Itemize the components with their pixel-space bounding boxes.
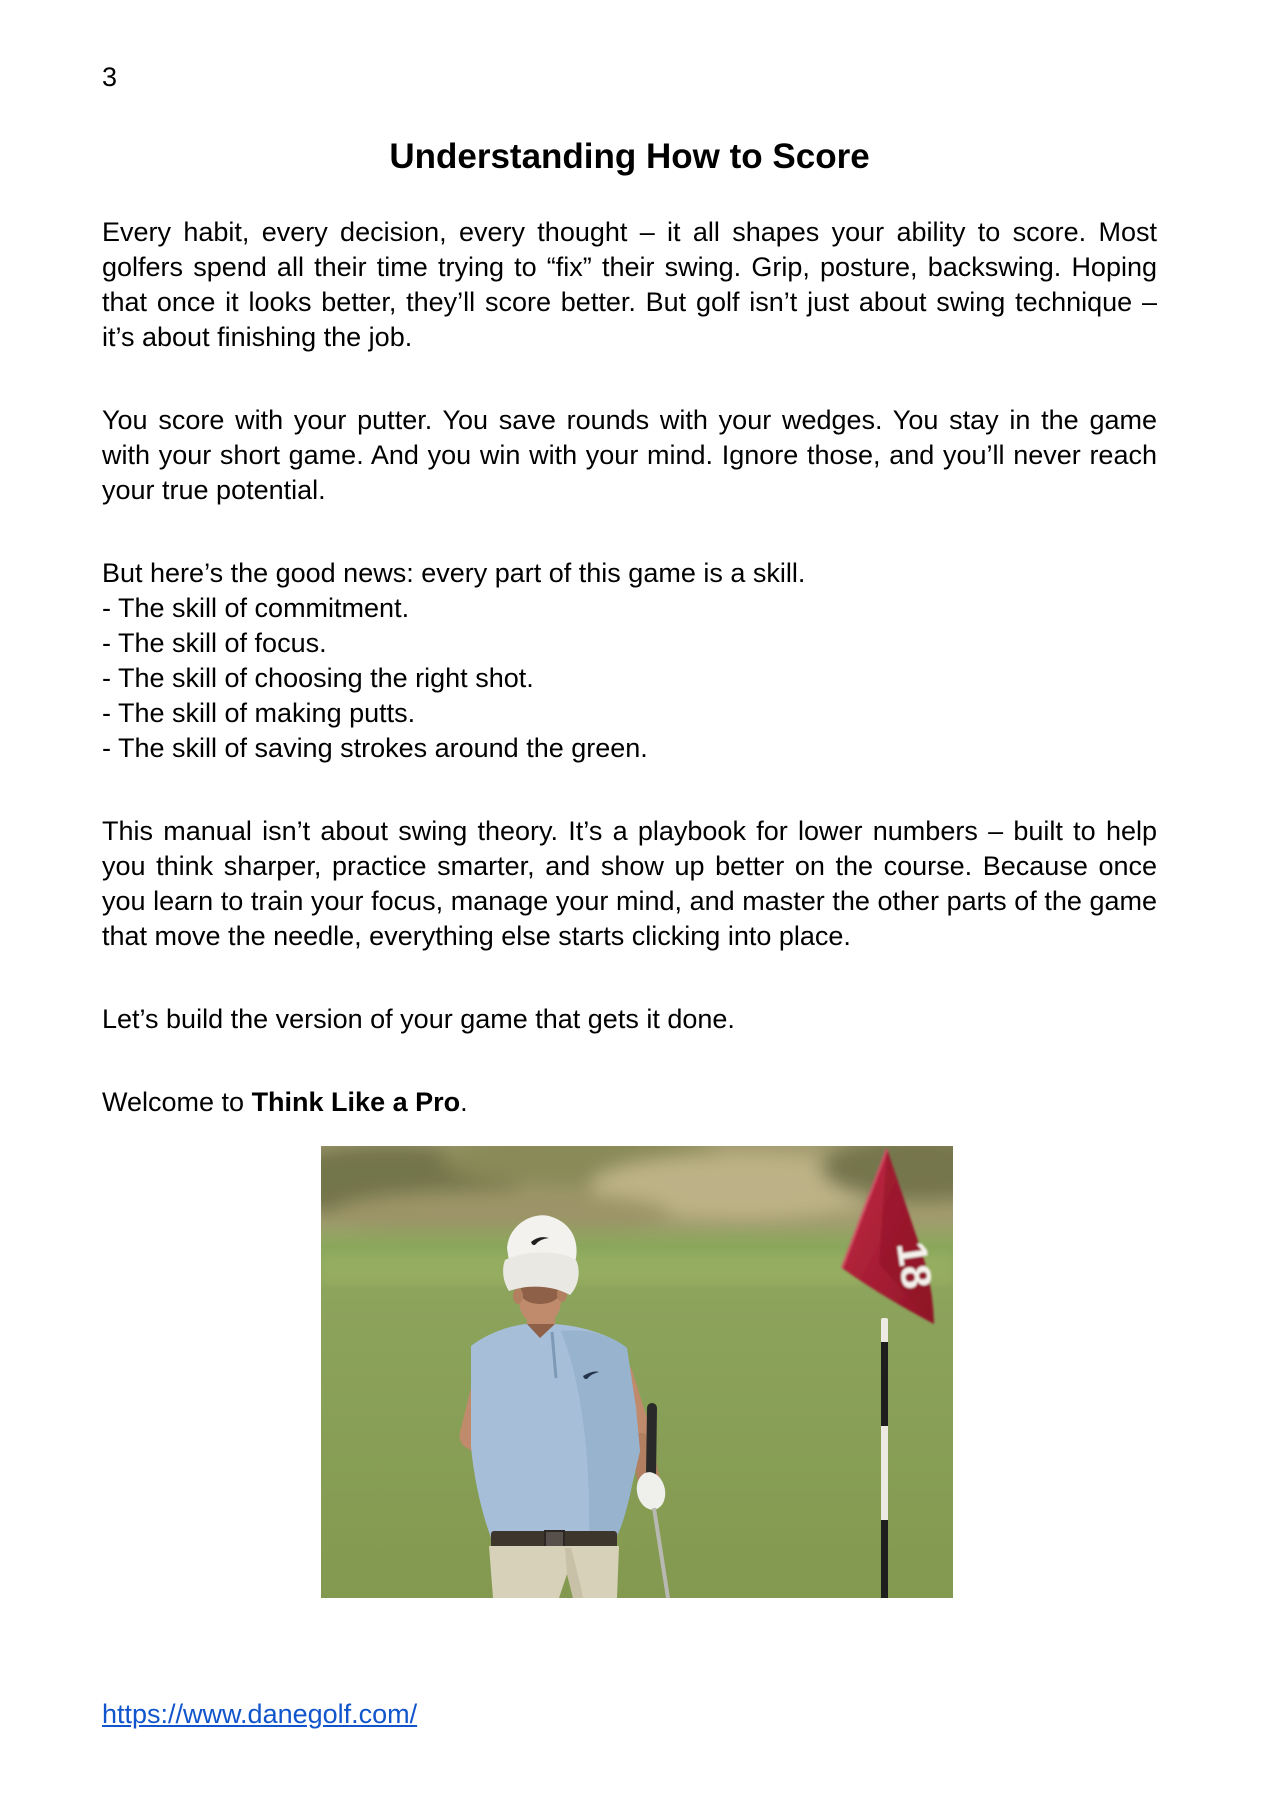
- paragraph-habits: Every habit, every decision, every thought – it all shapes your ability to score. Most golfers spend all their time trying to “fix” their swing. Grip, posture, backswing. Hoping that once it looks better, they’ll score better. But golf isn’t just about swing technique – it’s about finishing the job.: [102, 217, 1157, 352]
- paragraph-welcome: [102, 1085, 1157, 1120]
- skills-intro: But here’s the good news: every part of this game is a skill.: [102, 558, 806, 588]
- paragraph-scoring: You score with your putter. You save rounds with your wedges. You stay in the game with your short game. And you win with your mind. Ignore those, and you’ll never reach your true potential.: [102, 405, 1157, 505]
- flag-number: 18: [888, 1238, 942, 1292]
- paragraph-manual: This manual isn’t about swing theory. It’s a playbook for lower numbers – built to help you think sharper, practice smarter, and show up better on the course. Because once you learn to train your focus, manage your mind, and master the other parts of the game that move the needle, everything else starts clicking into place.: [102, 816, 1157, 951]
- putter-grip: [651, 1408, 652, 1476]
- skills-list: [102, 556, 1157, 766]
- page-number: 3: [102, 62, 118, 92]
- welcome-book-title: Think Like a Pro: [251, 1087, 461, 1117]
- skill-item: - The skill of saving strokes around the green.: [102, 733, 648, 763]
- golfer-shirt: [471, 1324, 640, 1543]
- welcome-suffix: .: [460, 1087, 468, 1117]
- paragraph-build: Let’s build the version of your game that gets it done.: [102, 1004, 735, 1034]
- website-link[interactable]: https://www.danegolf.com/: [102, 1699, 418, 1729]
- page-title: Understanding How to Score: [389, 137, 870, 176]
- skill-item: - The skill of choosing the right shot.: [102, 663, 534, 693]
- photo-flagstick: [881, 1318, 888, 1598]
- skill-item: - The skill of commitment.: [102, 593, 410, 623]
- golfer-ear: [513, 1288, 523, 1304]
- welcome-prefix: Welcome to: [102, 1087, 252, 1117]
- skill-item: - The skill of focus.: [102, 628, 327, 658]
- skill-item: - The skill of making putts.: [102, 698, 416, 728]
- golfer-pants: [489, 1546, 619, 1598]
- golfer-photo: [321, 1146, 953, 1598]
- belt-buckle: [545, 1531, 564, 1548]
